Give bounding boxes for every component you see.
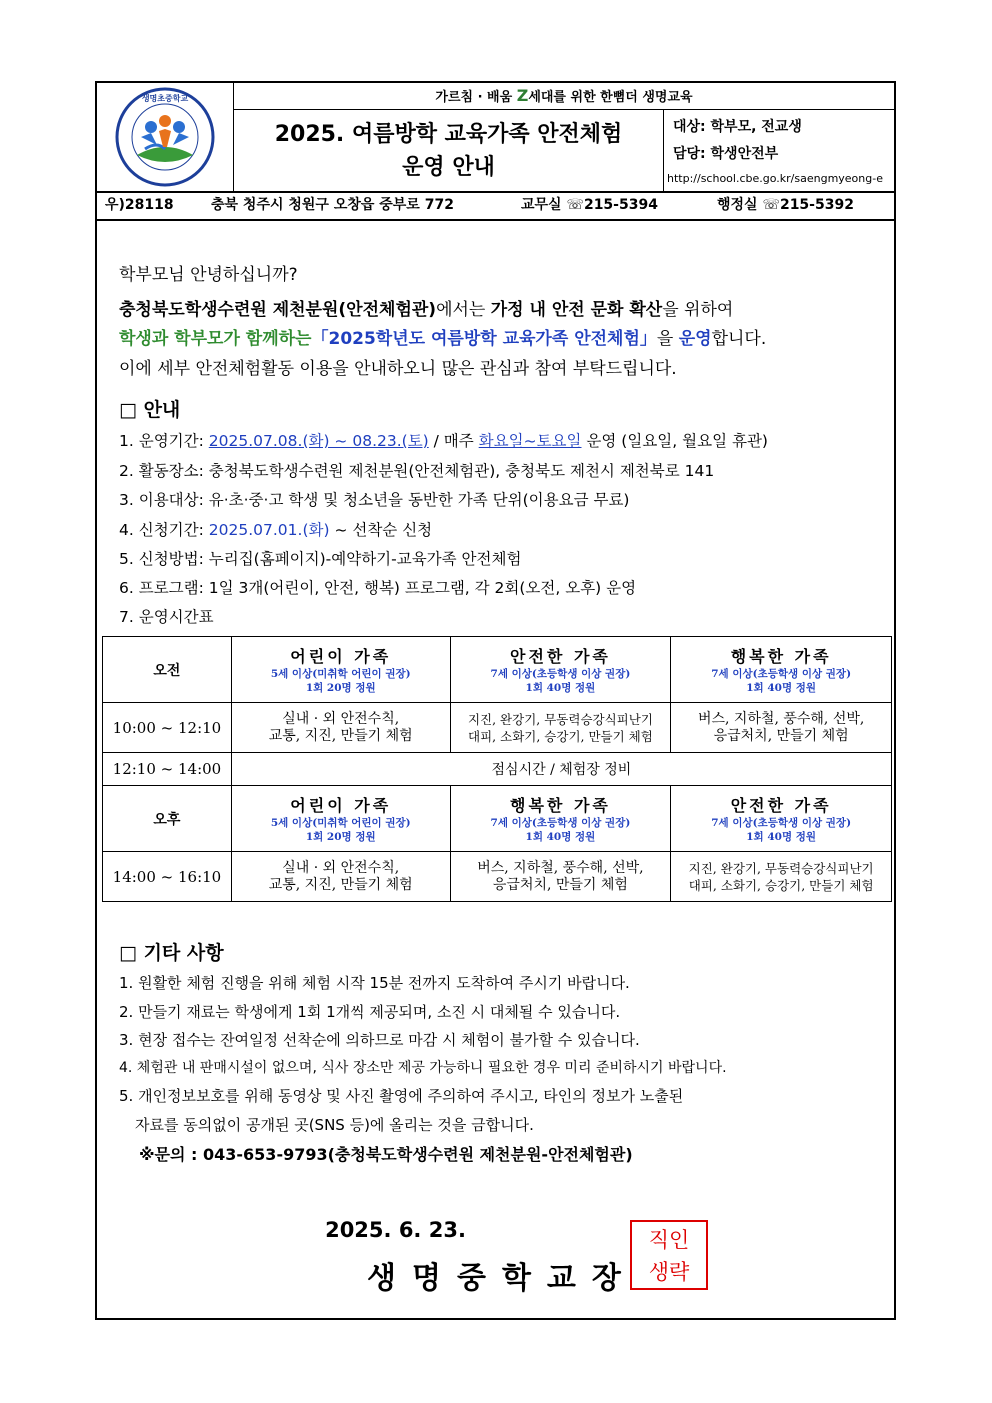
etc-item-5a: 5. 개인정보보호를 위해 동영상 및 사진 촬영에 주의하여 주시고, 타인의 정보가 노출된	[119, 1087, 684, 1105]
guide-item-4: 4. 신청기간: 2025.07.01.(화) ~ 선착순 신청	[119, 521, 433, 539]
pm-happy-content: 버스, 지하철, 풍수해, 선박, 응급처치, 만들기 체험	[450, 852, 671, 902]
etc-item-2: 2. 만들기 재료는 학생에게 1회 1개씩 제공되며, 소진 시 대체될 수 있습니다.	[119, 1003, 621, 1021]
school-url-link[interactable]: http://school.cbe.go.kr/saengmyeong-e	[667, 172, 883, 185]
am-safe-header: 안전한 가족 7세 이상(초등학생 이상 권장) 1회 40명 정원	[450, 637, 671, 703]
etc-item-3: 3. 현장 접수는 잔여일정 선착순에 의하므로 마감 시 체험이 불가할 수 있습니다.	[119, 1031, 640, 1049]
pm-child-content: 실내 · 외 안전수칙, 교통, 지진, 만들기 체험	[231, 852, 450, 902]
title-line-2: 운영 안내	[402, 155, 495, 180]
greeting: 학부모님 안녕하십니까?	[119, 265, 298, 285]
schedule-table	[102, 636, 892, 902]
manager-text: 담당: 학생안전부	[673, 146, 779, 162]
table-row	[103, 703, 892, 753]
issue-date: 2025. 6. 23.	[325, 1218, 466, 1242]
title-line-1: 2025. 여름방학 교육가족 안전체험	[274, 122, 623, 147]
guide-item-3: 3. 이용대상: 유·초·중·고 학생 및 청소년을 동반한 가족 단위(이용요금 무료)	[119, 491, 630, 509]
zip-code: 우)28118	[105, 197, 174, 213]
document-page	[95, 81, 896, 1320]
page-title	[234, 110, 664, 191]
guide-item-6: 6. 프로그램: 1일 3개(어린이, 안전, 행복) 프로그램, 각 2회(오전, 오후) 운영	[119, 579, 637, 597]
am-happy-content: 버스, 지하철, 풍수해, 선박, 응급처치, 만들기 체험	[671, 703, 892, 753]
guide-item-7: 7. 운영시간표	[119, 608, 214, 626]
logo-korean-text: 생명초중학교	[141, 94, 189, 103]
guide-item-5: 5. 신청방법: 누리집(홈페이지)-예약하기-교육가족 안전체험	[119, 550, 522, 568]
slogan: 가르침 · 배움 Z세대를 위한 한뼘더 생명교육	[234, 83, 894, 110]
afternoon-label: 오후	[103, 786, 232, 852]
table-row	[103, 637, 892, 703]
am-happy-header: 행복한 가족 7세 이상(초등학생 이상 권장) 1회 40명 정원	[671, 637, 892, 703]
etc-heading: □ 기타 사항	[119, 942, 224, 964]
guide-item-1: 1. 운영기간: 2025.07.08.(화) ~ 08.23.(토) / 매주 화요일~토요일 운영 (일요일, 월요일 휴관)	[119, 432, 768, 450]
stamp-line-1: 직인	[648, 1228, 690, 1252]
pm-time: 14:00 ~ 16:10	[103, 852, 232, 902]
header	[97, 83, 894, 193]
address-text: 충북 청주시 청원구 오창읍 중부로 772	[211, 197, 454, 213]
table-row	[103, 852, 892, 902]
am-child-header: 어린이 가족 5세 이상(미취학 어린이 권장) 1회 20명 정원	[231, 637, 450, 703]
seal-stamp	[630, 1220, 708, 1290]
am-time: 10:00 ~ 12:10	[103, 703, 232, 753]
intro-line-4: 이에 세부 안전체험활동 이용을 안내하오니 많은 관심과 참여 부탁드립니다.	[119, 359, 677, 379]
pm-child-header: 어린이 가족 5세 이상(미취학 어린이 권장) 1회 20명 정원	[231, 786, 450, 852]
guide-heading: □ 안내	[119, 399, 181, 421]
intro-line-3: 학생과 학부모가 함께하는「2025학년도 여름방학 교육가족 안전체험」을 운영합니다.	[119, 329, 767, 349]
morning-label: 오전	[103, 637, 232, 703]
admin-phone: 행정실 ☏215-5392	[717, 197, 854, 213]
address-bar	[97, 191, 894, 221]
lunch-time: 12:10 ~ 14:00	[103, 753, 232, 786]
pm-happy-header: 행복한 가족 7세 이상(초등학생 이상 권장) 1회 40명 정원	[450, 786, 671, 852]
office-phone: 교무실 ☏215-5394	[521, 197, 658, 213]
am-child-content: 실내 · 외 안전수칙, 교통, 지진, 만들기 체험	[231, 703, 450, 753]
header-meta	[665, 110, 894, 191]
etc-item-5b: 자료를 동의없이 공개된 곳(SNS 등)에 올리는 것을 금합니다.	[135, 1116, 534, 1134]
school-logo-emblem	[97, 83, 233, 191]
principal-name: 생명중학교장	[367, 1261, 637, 1296]
guide-item-2: 2. 활동장소: 충청북도학생수련원 제천분원(안전체험관), 충청북도 제천시 제천북로 141	[119, 462, 715, 480]
am-safe-content: 지진, 완강기, 무동력승강식피난기 대피, 소화기, 승강기, 만들기 체험	[450, 703, 671, 753]
pm-safe-content: 지진, 완강기, 무동력승강식피난기 대피, 소화기, 승강기, 만들기 체험	[671, 852, 892, 902]
stamp-line-2: 생략	[648, 1260, 690, 1284]
table-row	[103, 786, 892, 852]
lunch-text: 점심시간 / 체험장 정비	[231, 753, 891, 786]
target-text: 대상: 학부모, 전교생	[673, 119, 802, 135]
contact-info: ※문의 : 043-653-9793(충청북도학생수련원 제천분원-안전체험관)	[139, 1145, 633, 1164]
etc-item-4: 4. 체험관 내 판매시설이 없으며, 식사 장소만 제공 가능하니 필요한 경우 미리 준비하시기 바랍니다.	[119, 1060, 727, 1076]
etc-item-1: 1. 원활한 체험 진행을 위해 체험 시작 15분 전까지 도착하여 주시기 바랍니다.	[119, 974, 630, 992]
intro-line-2: 충청북도학생수련원 제천분원(안전체험관)에서는 가정 내 안전 문화 확산을 위하여	[119, 300, 734, 320]
table-row	[103, 753, 892, 786]
pm-safe-header: 안전한 가족 7세 이상(초등학생 이상 권장) 1회 40명 정원	[671, 786, 892, 852]
school-logo	[97, 83, 234, 191]
